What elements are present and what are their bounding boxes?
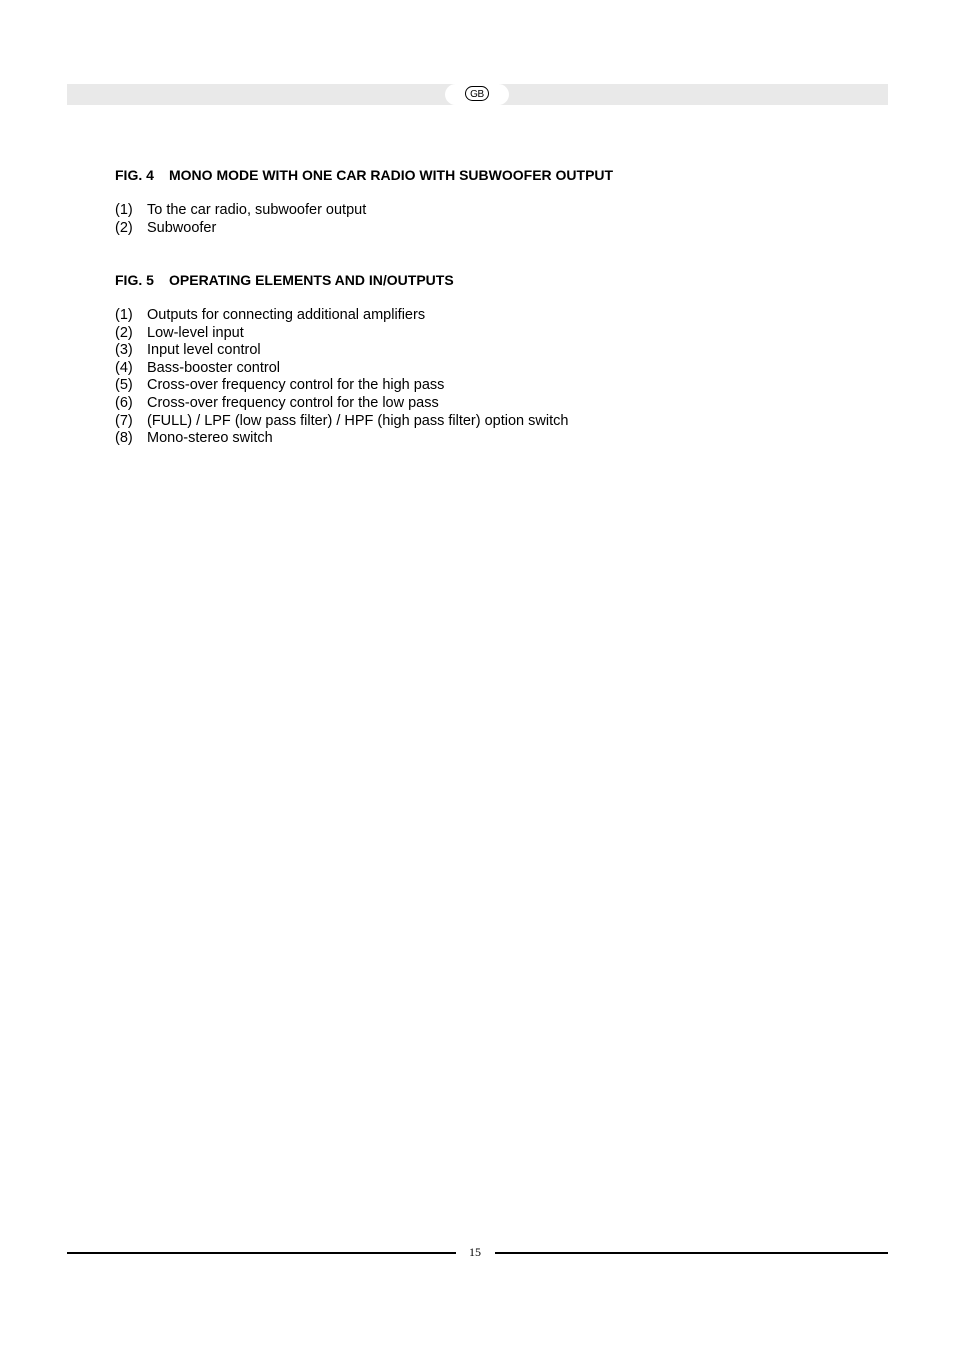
item-text: To the car radio, subwoofer output [147,202,367,218]
language-badge: GB [465,86,489,101]
fig-5-heading [115,272,454,288]
footer-rule-left [67,1252,456,1254]
item-number: (2) [115,219,133,236]
list-item [115,430,568,448]
list-item [115,413,568,431]
footer-rule-right [495,1252,888,1254]
item-number: (8) [115,430,133,447]
list-item [115,325,568,343]
item-text: (FULL) / LPF (low pass filter) / HPF (high pass filter) option switch [147,412,569,429]
fig-4-heading [115,167,613,183]
list-item [115,220,366,238]
item-number: (5) [115,377,133,394]
fig-4-title: MONO MODE WITH ONE CAR RADIO WITH SUBWOOFER OUTPUT [169,167,614,183]
item-number: (2) [115,324,133,341]
item-number: (7) [115,412,133,429]
item-number: (6) [115,394,133,411]
item-text: Bass-booster control [147,359,280,376]
list-item [115,307,568,325]
item-text: Input level control [147,342,261,359]
list-item [115,377,568,395]
list-item [115,342,568,360]
item-text: Outputs for connecting additional amplifiers [147,307,426,323]
item-text: Cross-over frequency control for the high pass [147,377,445,394]
fig-4-item-list [115,202,366,237]
item-number: (4) [115,359,133,376]
fig-4-label: FIG. 4 [115,167,154,183]
item-text: Low-level input [147,324,244,341]
page-number: 15 [469,1245,481,1259]
item-text: Subwoofer [147,219,217,236]
fig-5-label: FIG. 5 [115,272,154,288]
list-item [115,360,568,378]
item-text: Cross-over frequency control for the low pass [147,394,439,411]
item-number: (3) [115,342,133,359]
list-item [115,202,366,220]
list-item [115,395,568,413]
item-number: (1) [115,307,133,323]
fig-5-item-list [115,307,568,448]
fig-5-title: OPERATING ELEMENTS AND IN/OUTPUTS [169,272,454,288]
item-number: (1) [115,202,133,218]
item-text: Mono-stereo switch [147,430,273,447]
